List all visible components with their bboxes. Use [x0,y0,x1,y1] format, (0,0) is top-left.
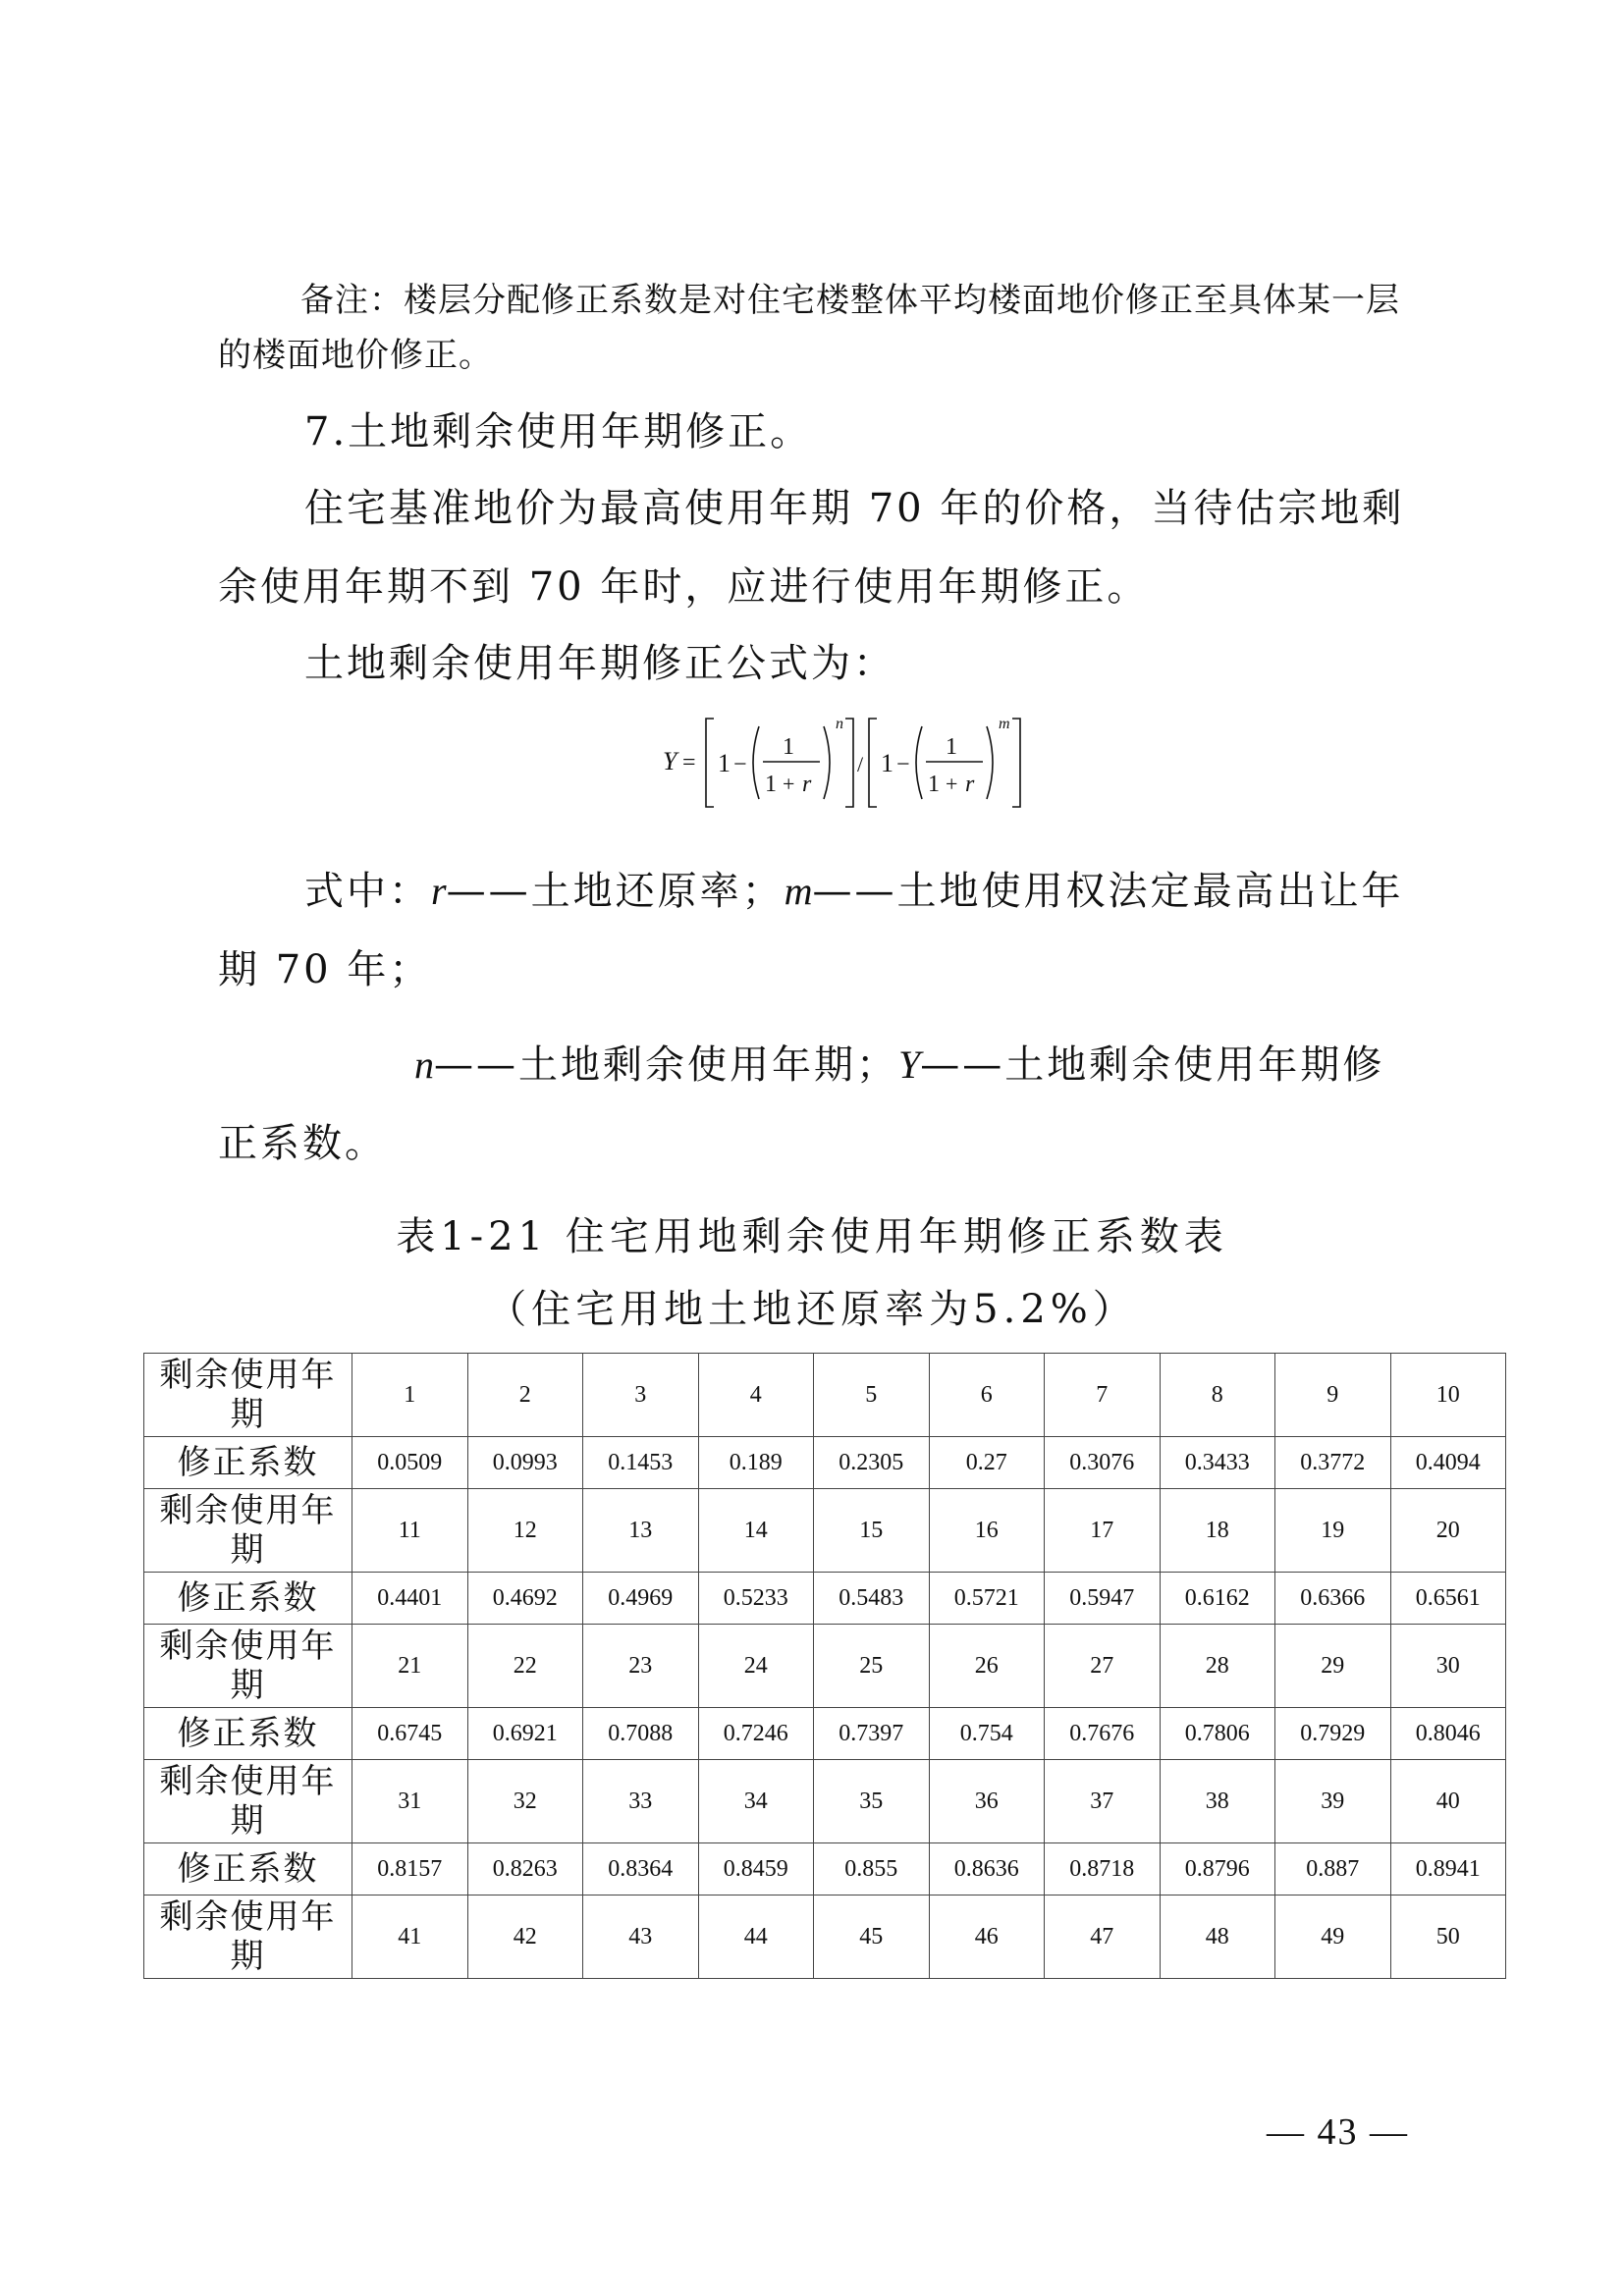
term-cell: 22 [467,1625,583,1708]
term-cell: 17 [1045,1489,1161,1573]
coefficient-cell: 0.189 [698,1437,814,1489]
coefficient-cell: 0.6366 [1275,1573,1391,1625]
coefficient-cell: 0.6561 [1390,1573,1506,1625]
term-cell: 18 [1160,1489,1275,1573]
term-cell: 1 [352,1354,468,1437]
term-cell: 8 [1160,1354,1275,1437]
formula-lhs: Y [663,747,677,775]
table-subtitle: （住宅用地土地还原率为5.2%） [487,1287,1137,1332]
term-row [144,1354,1506,1437]
coefficient-cell: 0.8046 [1390,1708,1506,1760]
legend-n-y [218,1026,1426,1183]
formula-slash: / [857,752,864,776]
coefficient-cell: 0.3076 [1045,1437,1161,1489]
term-cell: 38 [1160,1760,1275,1843]
term-cell: 43 [583,1896,699,1979]
term-cell: 21 [352,1625,468,1708]
term-cell: 3 [583,1354,699,1437]
term-cell: 47 [1045,1896,1161,1979]
term-cell: 26 [929,1625,1045,1708]
section-heading: 7.土地剩余使用年期修正。 [304,409,813,454]
term-cell: 39 [1275,1760,1391,1843]
term-cell: 2 [467,1354,583,1437]
legend-y-desc: ——土地剩余使用年期修正系数。 [218,1042,1385,1166]
coefficient-cell: 0.5721 [929,1573,1045,1625]
term-cell: 12 [467,1489,583,1573]
formula-equals: = [682,750,696,775]
coefficient-cell: 0.6921 [467,1708,583,1760]
term-cell: 46 [929,1896,1045,1979]
term-label-cell: 剩余使用年期 [144,1489,352,1573]
coefficient-cell: 0.855 [814,1843,930,1896]
coefficient-cell: 0.4692 [467,1573,583,1625]
coefficient-cell: 0.5233 [698,1573,814,1625]
right-paren-open [916,726,922,799]
term-cell: 23 [583,1625,699,1708]
formula-plus-right: + [946,772,958,796]
term-cell: 49 [1275,1896,1391,1979]
coefficient-row [144,1573,1506,1625]
term-row [144,1896,1506,1979]
term-cell: 41 [352,1896,468,1979]
term-row [144,1625,1506,1708]
coefficient-cell: 0.7676 [1045,1708,1161,1760]
term-cell: 32 [467,1760,583,1843]
coefficient-cell: 0.0993 [467,1437,583,1489]
coefficient-cell: 0.887 [1275,1843,1391,1896]
left-paren-open [753,726,759,799]
term-cell: 36 [929,1760,1045,1843]
coefficient-cell: 0.3772 [1275,1437,1391,1489]
coefficient-cell: 0.8636 [929,1843,1045,1896]
term-cell: 24 [698,1625,814,1708]
legend-m-desc: ——土地使用权法定最高出让年期 70 年； [218,869,1404,992]
term-cell: 16 [929,1489,1045,1573]
term-cell: 13 [583,1489,699,1573]
term-cell: 44 [698,1896,814,1979]
coefficient-row [144,1843,1506,1896]
formula-one-left: 1 [718,749,731,777]
table-body [144,1354,1506,1979]
coefficient-cell: 0.8941 [1390,1843,1506,1896]
formula-one-right: 1 [881,749,893,777]
term-cell: 29 [1275,1625,1391,1708]
coefficient-cell: 0.8263 [467,1843,583,1896]
legend-r-var: r [431,869,447,913]
term-cell: 30 [1390,1625,1506,1708]
legend-m-var: m [784,869,813,913]
term-row [144,1760,1506,1843]
formula-r-right: r [965,772,975,797]
right-bracket-close [1012,719,1020,807]
coefficient-cell: 0.7397 [814,1708,930,1760]
formula-den-one-right: 1 [928,772,940,797]
coefficient-cell: 0.0509 [352,1437,468,1489]
term-cell: 20 [1390,1489,1506,1573]
term-cell: 27 [1045,1625,1161,1708]
page-number: — 43 — [1267,2111,1409,2153]
term-cell: 4 [698,1354,814,1437]
formula-svg [653,699,1075,817]
formula-numerator-left: 1 [783,734,794,760]
coefficient-row [144,1437,1506,1489]
coefficient-cell: 0.8796 [1160,1843,1275,1896]
coefficient-label-cell: 修正系数 [144,1843,352,1896]
formula-r-left: r [802,772,812,797]
coefficient-cell: 0.2305 [814,1437,930,1489]
coefficient-row [144,1708,1506,1760]
legend-y-var: Y [898,1042,921,1087]
formula-minus-left: − [733,752,747,777]
correction-coefficient-table [143,1353,1506,1979]
coefficient-label-cell: 修正系数 [144,1437,352,1489]
coefficient-cell: 0.1453 [583,1437,699,1489]
term-cell: 35 [814,1760,930,1843]
term-cell: 14 [698,1489,814,1573]
legend-n-desc: ——土地剩余使用年期； [434,1042,898,1088]
term-cell: 45 [814,1896,930,1979]
term-cell: 9 [1275,1354,1391,1437]
term-cell: 37 [1045,1760,1161,1843]
formula-intro: 土地剩余使用年期修正公式为： [304,641,895,686]
formula-den-one-left: 1 [765,772,777,797]
term-row [144,1489,1506,1573]
coefficient-cell: 0.7806 [1160,1708,1275,1760]
term-cell: 5 [814,1354,930,1437]
coefficient-cell: 0.754 [929,1708,1045,1760]
legend-n-var: n [414,1042,434,1087]
coefficient-cell: 0.6162 [1160,1573,1275,1625]
term-label-cell: 剩余使用年期 [144,1354,352,1437]
note-paragraph: 备注：楼层分配修正系数是对住宅楼整体平均楼面地价修正至具体某一层的楼面地价修正。 [218,281,1400,375]
formula-minus-right: − [896,752,910,777]
coefficient-label-cell: 修正系数 [144,1573,352,1625]
term-cell: 34 [698,1760,814,1843]
coefficient-cell: 0.7088 [583,1708,699,1760]
term-cell: 42 [467,1896,583,1979]
term-cell: 6 [929,1354,1045,1437]
left-paren-close [824,726,830,799]
coefficient-cell: 0.6745 [352,1708,468,1760]
coefficient-cell: 0.7929 [1275,1708,1391,1760]
coefficient-cell: 0.8157 [352,1843,468,1896]
term-cell: 48 [1160,1896,1275,1979]
legend-prefix: 式中： [304,869,431,914]
coefficient-cell: 0.27 [929,1437,1045,1489]
coefficient-cell: 0.7246 [698,1708,814,1760]
term-cell: 15 [814,1489,930,1573]
term-cell: 28 [1160,1625,1275,1708]
left-bracket-close [845,719,853,807]
term-label-cell: 剩余使用年期 [144,1896,352,1979]
left-bracket-open [706,719,714,807]
coefficient-cell: 0.5947 [1045,1573,1161,1625]
formula-numerator-right: 1 [946,734,957,760]
coefficient-cell: 0.8364 [583,1843,699,1896]
term-cell: 19 [1275,1489,1391,1573]
coefficient-cell: 0.4969 [583,1573,699,1625]
term-cell: 10 [1390,1354,1506,1437]
legend-r-m [218,852,1426,1009]
term-cell: 7 [1045,1354,1161,1437]
coefficient-cell: 0.4401 [352,1573,468,1625]
term-cell: 40 [1390,1760,1506,1843]
coefficient-label-cell: 修正系数 [144,1708,352,1760]
coefficient-cell: 0.8718 [1045,1843,1161,1896]
term-cell: 11 [352,1489,468,1573]
right-bracket-open [869,719,877,807]
term-label-cell: 剩余使用年期 [144,1625,352,1708]
term-cell: 25 [814,1625,930,1708]
correction-formula [653,699,1075,817]
term-cell: 33 [583,1760,699,1843]
coefficient-cell: 0.5483 [814,1573,930,1625]
term-cell: 50 [1390,1896,1506,1979]
coefficient-cell: 0.4094 [1390,1437,1506,1489]
term-label-cell: 剩余使用年期 [144,1760,352,1843]
formula-exp-m: m [999,716,1010,732]
term-cell: 31 [352,1760,468,1843]
coefficient-cell: 0.3433 [1160,1437,1275,1489]
right-paren-close [987,726,993,799]
table-title: 表1-21 住宅用地剩余使用年期修正系数表 [396,1214,1228,1259]
coefficient-cell: 0.8459 [698,1843,814,1896]
legend-r-desc: ——土地还原率； [446,869,785,914]
formula-plus-left: + [783,772,795,796]
formula-exp-n: n [836,716,843,732]
standard-term-paragraph: 住宅基准地价为最高使用年期 70 年的价格，当待估宗地剩余使用年期不到 70 年时，应进行使用年期修正。 [218,486,1405,610]
